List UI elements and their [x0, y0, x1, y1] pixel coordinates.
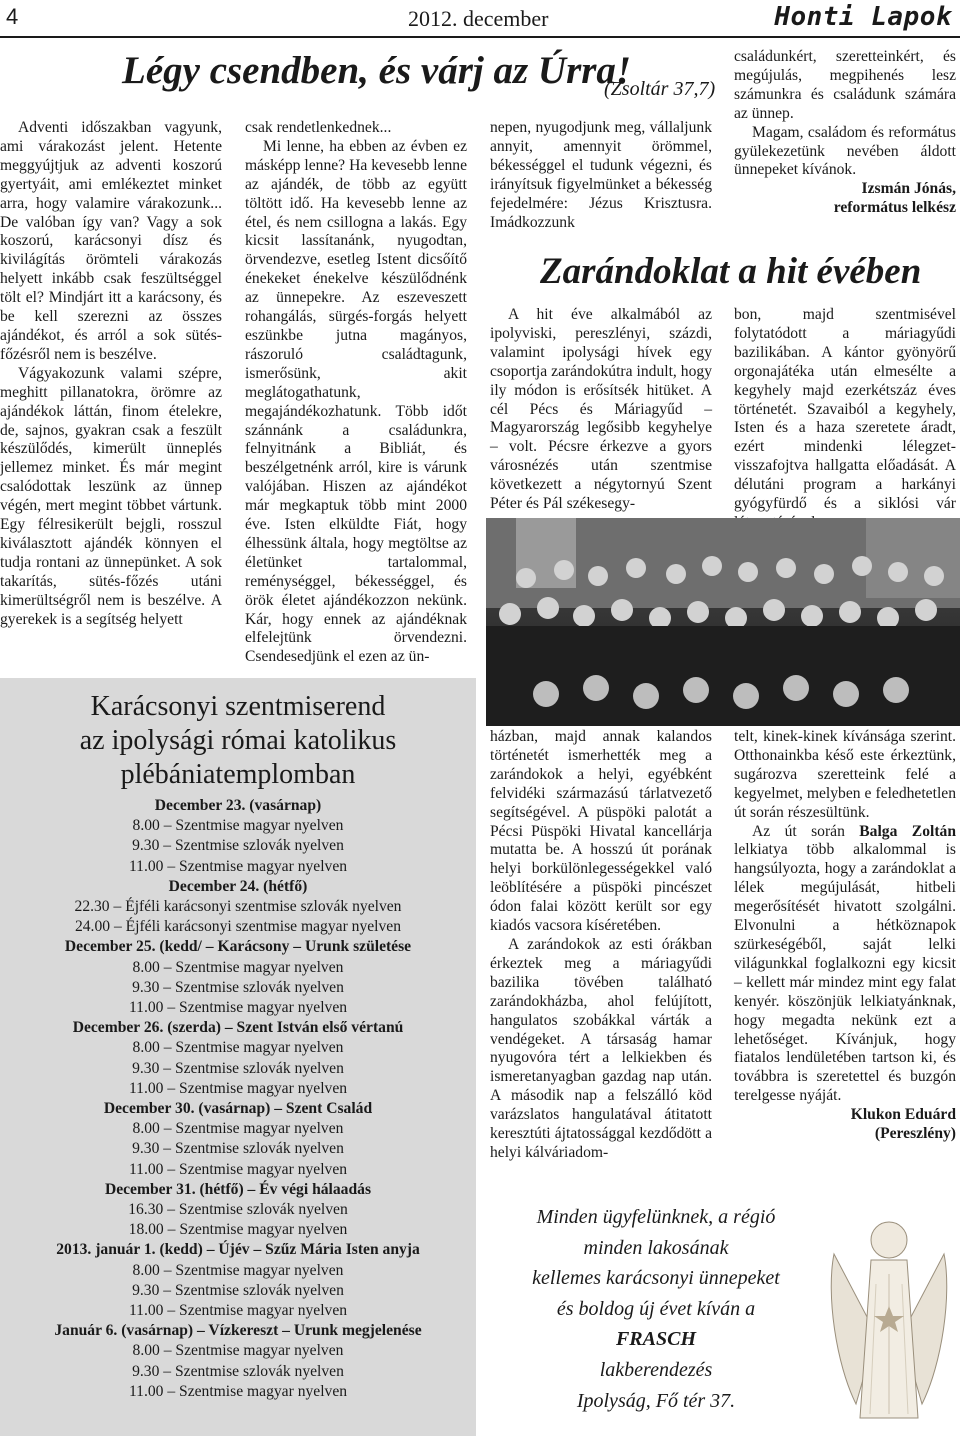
article2-text: Az út során [752, 822, 860, 840]
advert-line: minden lakosának [583, 1236, 729, 1259]
schedule-day-heading: December 25. (kedd/ – Karácsony – Urunk születése [64, 938, 412, 956]
mass-schedule-title-line: az ipolysági római katolikus [79, 725, 397, 756]
priest-name: Balga Zoltán [859, 822, 956, 840]
article1-signature-role: református lelkész [833, 199, 956, 217]
schedule-day-heading: December 26. (szerda) – Szent István első vértanú [72, 1019, 404, 1037]
schedule-mass-entry: 11.00 – Szentmise magyar nyelven [128, 1079, 348, 1097]
article2-title: Zarándoklat a hit évében [540, 251, 922, 292]
mass-schedule-title-line: plébániatemplomban [120, 759, 356, 790]
schedule-mass-entry: 9.30 – Szentmise szlovák nyelven [132, 837, 344, 855]
article1-paragraph: Vágyakozunk valami szépre, meghitt pillanatokra, örömre az ajándékok láttán, finom ételekre, de, sajnos, gyakran csak a feszült készülődés, kimerült ünneplés jellemez minket. És már megint csalódottak leszünk az ünnep végén, mert megint többet vártunk. Egy félresikerült bejgli, rosszul kiválasztott ajándék könnyen el tudja rontani az ünnepünket. A sok takarítás, sütés-főzés utáni kimerültségről nem is beszélve. A gyerekek is a segítség helyett [0, 364, 222, 628]
article1-column-3 [490, 119, 712, 232]
article1-paragraph: Magam, családom és református gyülekezetünk nevében áldott ünnepeket kívánok. [734, 123, 956, 179]
schedule-mass-entry: 11.00 – Szentmise magyar nyelven [128, 999, 348, 1017]
schedule-mass-entry: 8.00 – Szentmise magyar nyelven [132, 1039, 344, 1057]
schedule-mass-entry: 8.00 – Szentmise magyar nyelven [132, 1120, 344, 1138]
schedule-mass-entry: 18.00 – Szentmise magyar nyelven [128, 1221, 348, 1239]
schedule-mass-entry: 11.00 – Szentmise magyar nyelven [128, 857, 348, 875]
article2-paragraph: A zarándokok az esti órákban érkeztek meg a máriagyűdi bazilika tövében található zarándokházba, ahol felújított, hangulatos szobákkal várták a vendégeket. A társaság hamar nyugovóra tért a lelkiekben és ismeretanyagban gazdag nap után. A második nap a felszálló köd varázslatos hangulatával átitatott keresztúti ájtatossággal kezdődött a helyi kálváriadom- [490, 935, 712, 1161]
article2-column-c [490, 728, 712, 1163]
schedule-mass-entry: 8.00 – Szentmise magyar nyelven [132, 1342, 344, 1360]
advert-line: Minden ügyfelünknek, a régió [536, 1206, 776, 1228]
article2-text: lelkiatya több alkalommal is hangsúlyozta, hogy a zarándoklat a lélek megújulását, hitbeli megerősítését hivatott szolgálni. Elvonulni a hétköznapok szürkeségéből, saját lelki világunkkal foglalkozni egy kicsit – kellett már mindez mint egy falat kenyér. köszönjük lelkiatyánknak, hogy megadta nekünk ezt a lehetőséget. Kívánjuk, hogy fiatalos lendületében tartson ki, és továbbra is szeretettel és buzgón terelgesse nyáját. [734, 841, 956, 1105]
article1-paragraph: Mi lenne, ha ebben az évben ez másképp lenne? Ha kevesebb lenne az ajándék, de több az együtt töltött idő. Ha kevesebb lenne az étel, és nem csillogna a lakás. Egy kicsit lassítanánk, nyugodtan, örvendezve, esetleg Istent dicsőítő énekeket énekelve készülődnénk az ünnepekre. Az eszeveszett rohangálás, sürgés-forgás helyett eszünkbe jutna magányos, rászoruló családtagunk, ismerősünk, akit meglátogathatunk, megajándékozhatunk. Több időt szánnánk a családunkra, felnyitnánk a Bibliát, és beszélgetnénk arról, kire is várunk valójában. Hiszen az ajándékot már megkaptuk több mint 2000 éve. Isten elküldte Fiát, hogy élhessünk általa, hogy megtöltse az életünket tartalommal, reménységgel, békességgel, és örök életet ajándékozzon nekünk. Kár, hogy ennek az ajándéknak elfelejtünk örvendezni. Csendesedjünk el ezen az ün- [245, 137, 467, 666]
mass-schedule-list [0, 796, 476, 1402]
article1-signature-name: Izsmán Jónás, [861, 180, 956, 198]
article1-reference: (Zsoltár 37,7) [604, 78, 716, 100]
schedule-mass-entry: 8.00 – Szentmise magyar nyelven [132, 958, 344, 976]
masthead: Honti Lapok [774, 2, 952, 32]
article2-column-a [490, 306, 712, 514]
article2-paragraph: telt, kinek-kinek kívánsága szerint. Otthonainkba késő este érkeztünk, sugározva szeretteink felé a kegyelmet, melyben e feledhetetlen út során részesültünk. [734, 728, 956, 821]
article1-column-2 [245, 119, 467, 667]
angel-icon [826, 1214, 952, 1424]
advert-address: Ipolyság, Fő tér 37. [576, 1389, 736, 1412]
schedule-mass-entry: 8.00 – Szentmise magyar nyelven [132, 1261, 344, 1279]
issue-date: 2012. december [408, 6, 549, 31]
article1-column-1 [0, 119, 222, 629]
page-number: 4 [6, 4, 19, 29]
pilgrim-group-photo [486, 518, 960, 726]
schedule-mass-entry: 9.30 – Szentmise szlovák nyelven [132, 1281, 344, 1299]
article1-paragraph: családunkért, szeretteinkért, és megújulás, megpihenés lesz számunkra és családunk számára az ünnep. [734, 48, 956, 122]
schedule-mass-entry: 9.30 – Szentmise szlovák nyelven [132, 1140, 344, 1158]
schedule-mass-entry: 11.00 – Szentmise magyar nyelven [128, 1302, 348, 1320]
schedule-day-heading: 2013. január 1. (kedd) – Újév – Szűz Mária Isten anyja [56, 1241, 420, 1259]
schedule-mass-entry: 8.00 – Szentmise magyar nyelven [132, 817, 344, 835]
schedule-day-heading: December 23. (vasárnap) [154, 797, 322, 814]
article2-column-b [734, 306, 956, 533]
schedule-mass-entry: 16.30 – Szentmise szlovák nyelven [128, 1201, 348, 1219]
schedule-mass-entry: 11.00 – Szentmise magyar nyelven [128, 1160, 348, 1178]
wooden-angel-image [826, 1214, 952, 1424]
group-photo-illustration [486, 518, 960, 726]
schedule-day-heading: December 30. (vasárnap) – Szent Család [103, 1100, 373, 1118]
article2-paragraph: házban, majd annak kalandos történetét ismerhették meg a zarándokok a helyi, egyébként felvidéki származású tárlatvezető segítségével. A püspöki palotát a Pécsi Püspöki Hivatal kancellárja mutatta be. A hosszú út porának helyi borkülönlegességekkel való leöblítésére a püspöki pincészet ódon falai között került sor egy kiadós vacsora kíséretében. [490, 728, 712, 935]
schedule-day-heading: Január 6. (vasárnap) – Vízkereszt – Urunk megjelenése [54, 1322, 422, 1340]
schedule-mass-entry: 9.30 – Szentmise szlovák nyelven [132, 1059, 344, 1077]
schedule-mass-entry: 9.30 – Szentmise szlovák nyelven [132, 1362, 344, 1380]
advert [498, 1202, 814, 1416]
advert-brand: FRASCH [615, 1328, 697, 1351]
schedule-day-heading: December 31. (hétfő) – Év végi hálaadás [104, 1180, 372, 1198]
article2-paragraph: A hit éve alkalmából az ipolyviski, pereszlényi, százdi, valamint ipolysági hívek egy csoportja zarándokútra indult, hogy ily módon is erősítsék hitüket. A cél Pécs és Máriagyűd – Magyarország legősibb kegyhelye – volt. Pécsre érkezve a gyors városnézés után szentmise következett a négytornyú Szent Péter és Pál székesegy- [490, 306, 712, 513]
header-rule [0, 36, 960, 38]
article1-paragraph: nepen, nyugodjunk meg, vállaljunk annyit, amennyit örömmel, békességgel el tudunk végezni, és irányítsuk figyelmünket a békesség fejedelmére: Jézus Krisztusra. Imádkozzunk [490, 119, 712, 231]
article1-title: Légy csendben, és várj az Úrra! [122, 49, 632, 92]
schedule-mass-entry: 24.00 – Éjféli karácsonyi szentmise magyar nyelven [74, 918, 402, 936]
advert-line: lakberendezés [599, 1358, 713, 1381]
advert-line: kellemes karácsonyi ünnepeket [532, 1267, 780, 1290]
article1-paragraph: Adventi időszakban vagyunk, ami várakozást jelent. Hetente meggyújtjuk az adventi koszorú gyertyáit, ami emlékeztet minket arra, hogy valamire várakozunk... De valóban így van? Vagy a sok koszorú, karácsonyi dísz és kivilágítás örömteli várakozás helyett inkább csak feszültséggel tölt el? Mindjárt itt a karácsony, és be kell szerezni az összes ajándékot, és arról a sok sütés-főzésről nem is beszélve. [0, 119, 222, 363]
advert-line: és boldog új évet kíván a [556, 1297, 756, 1320]
schedule-mass-entry: 22.30 – Éjféli karácsonyi szentmise szlovák nyelven [74, 898, 402, 916]
article2-paragraph [734, 823, 956, 1107]
schedule-mass-entry: 11.00 – Szentmise magyar nyelven [128, 1382, 348, 1400]
mass-schedule-title [0, 690, 476, 792]
article1-paragraph: csak rendetlenkednek... [245, 119, 392, 136]
article2-signature-name: Klukon Eduárd [850, 1106, 956, 1124]
article2-column-d [734, 728, 956, 1144]
schedule-mass-entry: 9.30 – Szentmise szlovák nyelven [132, 978, 344, 996]
mass-schedule-title-line: Karácsonyi szentmiserend [90, 691, 386, 722]
article2-signature-place: (Pereszlény) [874, 1125, 956, 1143]
schedule-day-heading: December 24. (hétfő) [168, 877, 308, 895]
article2-paragraph: bon, majd szentmisével folytatódott a máriagyűdi bazilikában. A kántor gyönyörű orgonajátéka után elmesélte a kegyhely majd ezerkétszáz éves történetét. Szavaiból a kegyhely, Isten és a haza szeretete áradt, ezért mindenki lélegzet-visszafojtva hallgatta előadását. A délutáni program a harkányi gyógyfürdő és a siklósi vár [734, 306, 956, 513]
article1-column-4 [734, 48, 956, 218]
